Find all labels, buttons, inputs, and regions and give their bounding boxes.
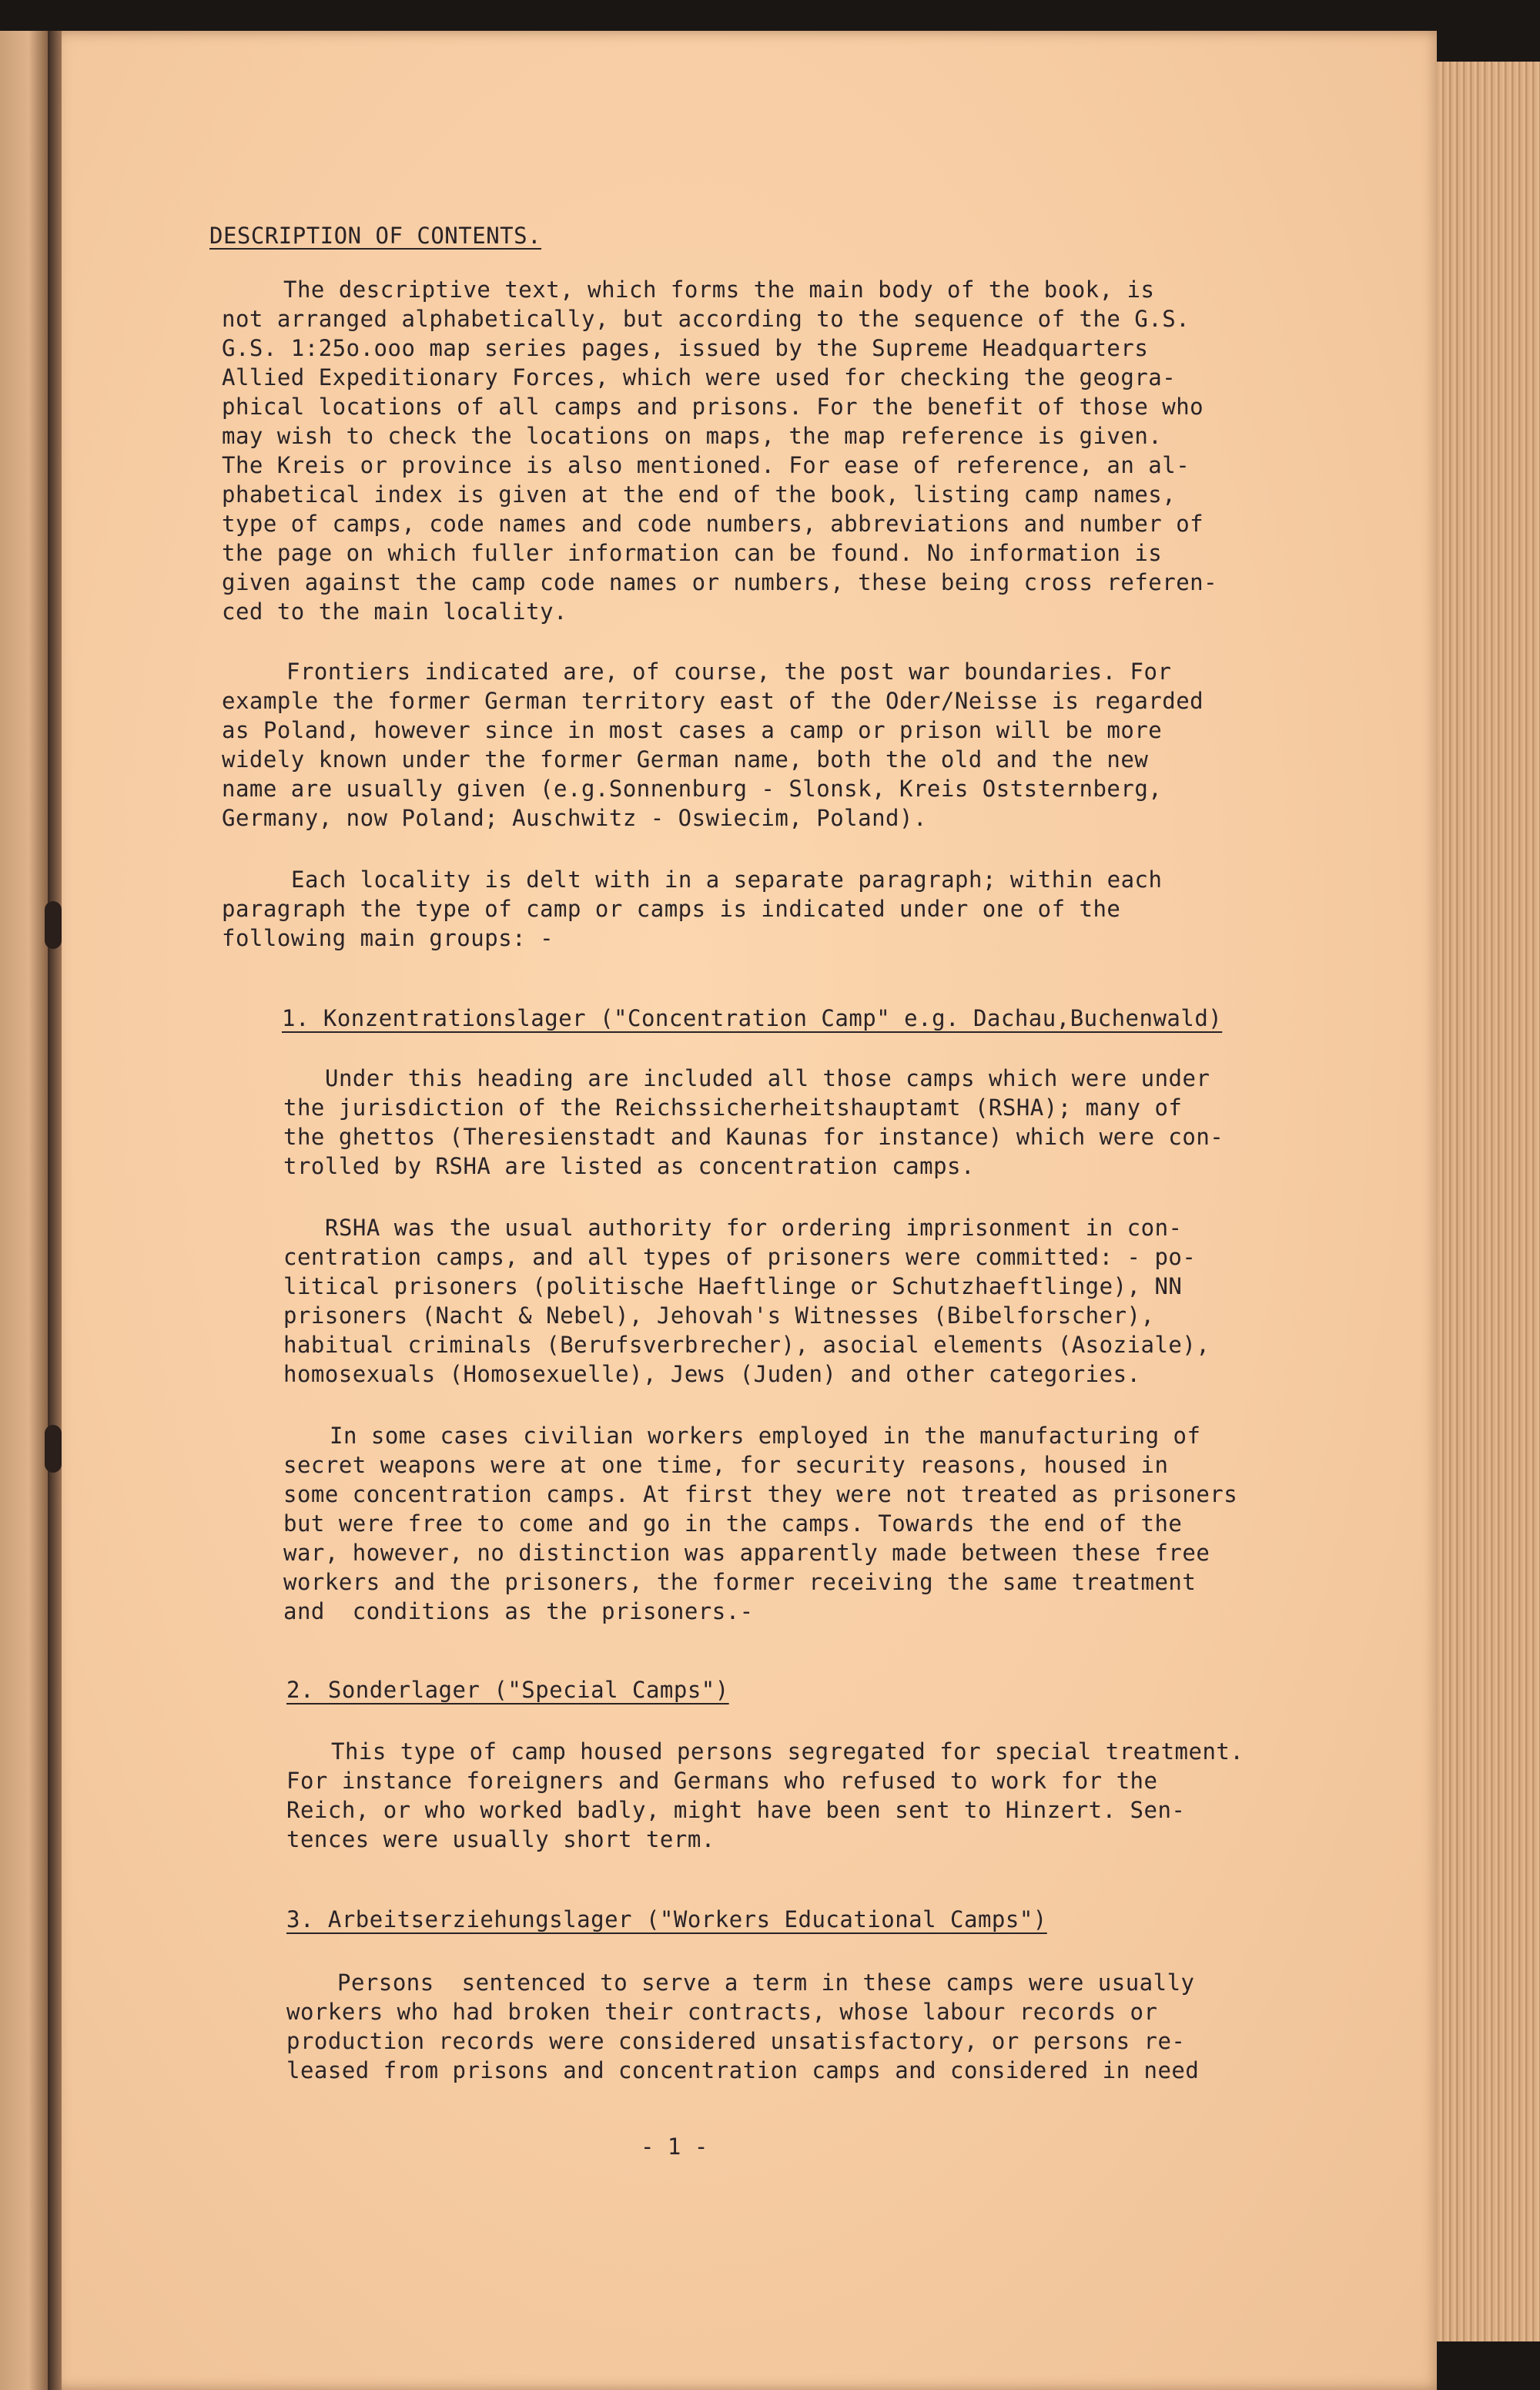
text-line: homosexuals (Homosexuelle), Jews (Juden) and other categories. [283,1361,1141,1387]
text-line: the ghettos (Theresienstadt and Kaunas for instance) which were con- [283,1124,1224,1150]
text-line: In some cases civilian workers employed in the manufacturing of [330,1423,1201,1449]
text-line: The descriptive text, which forms the main body of the book, is [283,277,1155,303]
binding-hole [45,901,62,949]
text-line: For instance foreigners and Germans who refused to work for the [286,1768,1158,1794]
typewritten-text [51,31,1437,2390]
text-line: name are usually given (e.g.Sonnenburg - Slonsk, Kreis Oststernberg, [222,776,1163,802]
binding-hole [45,1425,62,1473]
text-line: may wish to check the locations on maps, the map reference is given. [222,423,1163,449]
text-line: tences were usually short term. [286,1826,715,1852]
text-line: G.S. 1:25o.ooo map series pages, issued by the Supreme Headquarters [222,335,1149,361]
text-line: as Poland, however since in most cases a camp or prison will be more [222,717,1163,743]
text-line: secret weapons were at one time, for security reasons, housed in [283,1452,1169,1478]
text-line: but were free to come and go in the camps. Towards the end of the [283,1510,1183,1537]
section-title: 3. Arbeitserziehungslager ("Workers Educational Camps") [286,1906,1047,1932]
text-line: phical locations of all camps and prisons. For the benefit of those who [222,394,1204,420]
text-line: Germany, now Poland; Auschwitz - Oswiecim, Poland). [222,805,927,831]
text-line: Persons sentenced to serve a term in these camps were usually [337,1969,1195,1996]
text-line: given against the camp code names or numbers, these being cross referen- [222,569,1218,595]
document-heading: DESCRIPTION OF CONTENTS. [209,223,542,249]
text-line: This type of camp housed persons segregated for special treatment. [331,1738,1244,1765]
text-line: phabetical index is given at the end of the book, listing camp names, [222,481,1177,508]
section-title: 2. Sonderlager ("Special Camps") [286,1677,729,1703]
text-line: workers who had broken their contracts, whose labour records or [286,1999,1158,2025]
text-line: the page on which fuller information can be found. No information is [222,540,1163,566]
text-line: Under this heading are included all those camps which were under [325,1065,1210,1091]
text-line: following main groups: - [222,925,554,951]
text-line: Allied Expeditionary Forces, which were used for checking the geogra- [222,364,1177,391]
text-line: RSHA was the usual authority for ordering imprisonment in con- [325,1215,1183,1241]
text-line: not arranged alphabetically, but according to the sequence of the G.S. [222,306,1190,332]
document-page [51,31,1437,2390]
section-title: 1. Konzentrationslager ("Concentration Camp" e.g. Dachau,Buchenwald) [282,1005,1223,1031]
text-line: workers and the prisoners, the former receiving the same treatment [283,1569,1197,1595]
page-number: - 1 - [641,2134,708,2160]
text-line: centration camps, and all types of prisoners were committed: - po- [283,1244,1197,1270]
text-line: trolled by RSHA are listed as concentration camps. [283,1153,975,1179]
text-line: example the former German territory east of the Oder/Neisse is regarded [222,688,1204,714]
page-stack-edges [1424,62,1540,2341]
text-line: prisoners (Nacht & Nebel), Jehovah's Witnesses (Bibelforscher), [283,1302,1155,1329]
text-line: the jurisdiction of the Reichssicherheitshauptamt (RSHA); many of [283,1094,1183,1121]
text-line: Frontiers indicated are, of course, the post war boundaries. For [286,659,1172,685]
previous-page-edge [0,31,48,2390]
text-line: type of camps, code names and code numbers, abbreviations and number of [222,511,1204,537]
book-binding [48,31,62,2390]
text-line: litical prisoners (politische Haeftlinge or Schutzhaeftlinge), NN [283,1273,1183,1299]
text-line: widely known under the former German name, both the old and the new [222,746,1149,773]
text-line: The Kreis or province is also mentioned. For ease of reference, an al- [222,452,1190,478]
text-line: production records were considered unsatisfactory, or persons re- [286,2028,1186,2054]
text-line: habitual criminals (Berufsverbrecher), asocial elements (Asoziale), [283,1332,1210,1358]
text-line: Each locality is delt with in a separate paragraph; within each [291,867,1163,893]
text-line: leased from prisons and concentration camps and considered in need [286,2057,1200,2083]
text-line: ced to the main locality. [222,598,567,625]
text-line: war, however, no distinction was apparently made between these free [283,1540,1210,1566]
text-line: Reich, or who worked badly, might have been sent to Hinzert. Sen- [286,1797,1186,1823]
text-line: some concentration camps. At first they were not treated as prisoners [283,1481,1238,1507]
text-line: paragraph the type of camp or camps is indicated under one of the [222,896,1121,922]
text-line: and conditions as the prisoners.- [283,1598,754,1624]
